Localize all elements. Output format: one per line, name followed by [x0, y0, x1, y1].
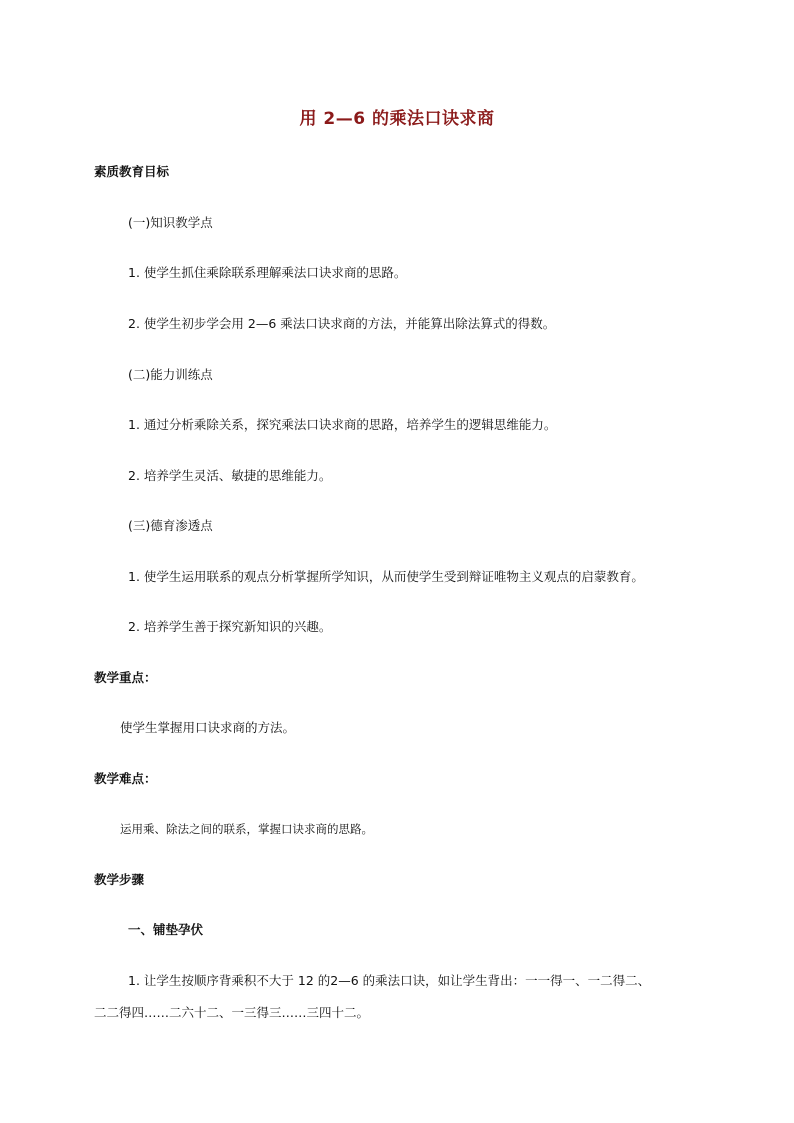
difficult-point-heading: 教学难点： — [94, 771, 157, 786]
key-point-heading: 教学重点： — [94, 670, 157, 685]
step1-item1-line2: 二二得四……二六十二、一三得三……三四十二。 — [94, 1005, 370, 1020]
moral-item-2: 2. 培养学生善于探究新知识的兴趣。 — [128, 619, 332, 634]
step1-item1-line1: 1. 让学生按顺序背乘积不大于 12 的2—6 的乘法口诀，如让学生背出：一一得一、一二得二、 — [128, 973, 651, 988]
ability-item-2: 2. 培养学生灵活、敏捷的思维能力。 — [128, 468, 332, 483]
knowledge-item-1: 1. 使学生抓住乘除联系理解乘法口诀求商的思路。 — [128, 265, 407, 280]
moral-heading: (三)德育渗透点 — [128, 518, 213, 533]
document-title: 用 2—6 的乘法口诀求商 — [299, 109, 495, 129]
goals-heading: 素质教育目标 — [94, 164, 170, 179]
knowledge-item-2: 2. 使学生初步学会用 2—6 乘法口诀求商的方法，并能算出除法算式的得数。 — [128, 316, 556, 331]
moral-item-1: 1. 使学生运用联系的观点分析掌握所学知识，从而使学生受到辩证唯物主义观点的启蒙教育。 — [128, 569, 644, 584]
ability-heading: (二)能力训练点 — [128, 367, 213, 382]
difficult-point-text: 运用乘、除法之间的联系，掌握口诀求商的思路。 — [120, 822, 373, 836]
ability-item-1: 1. 通过分析乘除关系，探究乘法口诀求商的思路，培养学生的逻辑思维能力。 — [128, 417, 557, 432]
step1-heading: 一、铺垫孕伏 — [128, 922, 204, 937]
knowledge-heading: (一)知识教学点 — [128, 215, 213, 230]
key-point-text: 使学生掌握用口诀求商的方法。 — [120, 720, 296, 735]
steps-heading: 教学步骤 — [94, 872, 145, 887]
